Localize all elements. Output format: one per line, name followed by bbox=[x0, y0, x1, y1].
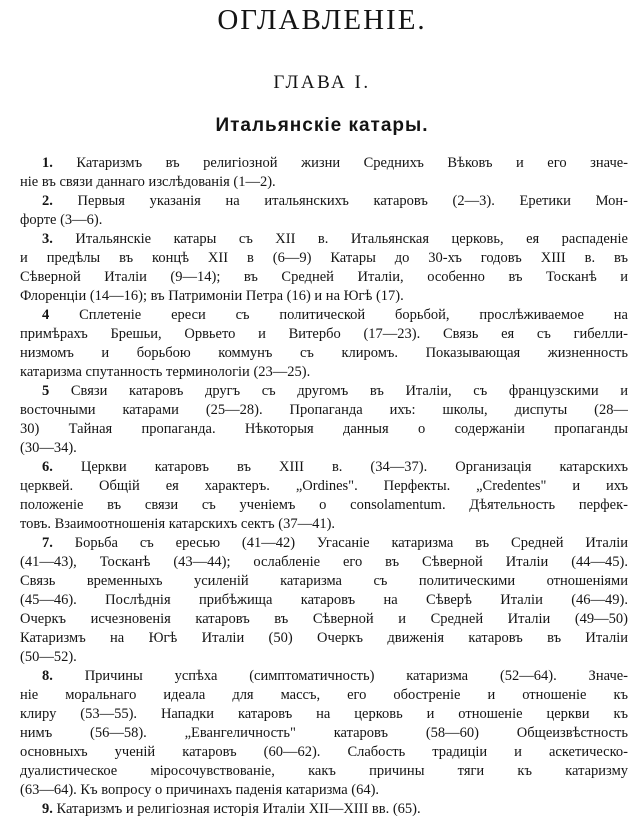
toc-entry-line: дуалистическое міросочувствованіе, какъ причины тяги къ катаризму bbox=[20, 763, 628, 779]
toc-entry-line: положеніе въ связи съ ученіемъ о consolamentum. Дѣятельность перфек- bbox=[20, 497, 628, 513]
toc-entry-line bbox=[20, 382, 628, 401]
toc-entry-line: Флоренціи (14—16); въ Патримоніи Петра (16) и на Югѣ (17). bbox=[20, 288, 404, 304]
toc-entry-line: низмомъ и борьбою коммунъ съ клиромъ. Показывающая жизненность bbox=[20, 345, 628, 361]
toc-entry-number: 8. bbox=[42, 668, 53, 684]
toc-entry-line bbox=[20, 306, 628, 325]
toc-entry bbox=[20, 306, 628, 382]
toc-entry-line bbox=[20, 154, 628, 173]
toc-entry-line bbox=[20, 534, 628, 553]
toc-entry-number: 5 bbox=[42, 383, 50, 399]
toc-entry-number: 4 bbox=[42, 307, 50, 323]
toc-entry-line: восточными катарами (25—28). Пропаганда ихъ: школы, диспуты (28— bbox=[20, 402, 628, 418]
toc-entry-number: 3. bbox=[42, 231, 53, 247]
toc-entry-text: Сплетеніе ереси съ политической борьбой, прослѣживаемое на bbox=[49, 307, 628, 323]
toc-entry-line bbox=[20, 192, 628, 211]
toc-entry-line bbox=[20, 458, 628, 477]
toc-entry-line: ніе моральнаго идеала для массъ, его обостреніе и отношеніе къ bbox=[20, 687, 628, 703]
toc-entry-line bbox=[20, 800, 628, 819]
toc-entry-line bbox=[20, 230, 628, 249]
toc-entry-line: форте (3—6). bbox=[20, 212, 103, 228]
toc-entry-text: Борьба съ ересью (41—42) Угасаніе катаризма въ Средней Италіи bbox=[52, 535, 628, 551]
toc-entry-number: 9. bbox=[42, 801, 53, 817]
toc-entry-text: Церкви катаровъ въ XIII в. (34—37). Организація катарскихъ bbox=[52, 459, 628, 475]
toc-entry-text: Первыя указанія на итальянскихъ катаровъ (2—3). Еретики Мон- bbox=[52, 193, 628, 209]
toc-entry-line: церквей. Общій ея характеръ. „Ordines". Перфекты. „Credentes" и ихъ bbox=[20, 478, 628, 494]
toc-entry-text: Катаризмъ въ религіозной жизни Среднихъ Вѣковъ и его значе- bbox=[52, 155, 628, 171]
toc-entry bbox=[20, 192, 628, 230]
toc-entry-line: катаризма спутанность терминологіи (23—25). bbox=[20, 364, 311, 380]
toc-entry-line: Очеркъ исчезновенія катаровъ въ Сѣверной и Средней Италіи (49—50) bbox=[20, 611, 628, 627]
toc-entry-line: клиру (53—55). Нападки катаровъ на церковь и отношеніе церкви къ bbox=[20, 706, 628, 722]
toc-entry-text: Связи катаровъ другъ съ другомъ въ Италіи, съ французскими и bbox=[49, 383, 628, 399]
toc-entry-line: ніе въ связи даннаго изслѣдованія (1—2). bbox=[20, 174, 276, 190]
toc-entry-line: и предѣлы въ концѣ XII в (6—9) Катары до 30-хъ годовъ XIII в. въ bbox=[20, 250, 628, 266]
toc-entry-line: нимъ (56—58). „Евангеличность" катаровъ (58—60) Общеизвѣстность bbox=[20, 725, 628, 741]
toc-entry-number: 7. bbox=[42, 535, 53, 551]
toc-entry-line: (50—52). bbox=[20, 649, 77, 665]
toc-entry-line bbox=[20, 667, 628, 686]
toc-entry bbox=[20, 230, 628, 306]
toc-entry bbox=[20, 800, 628, 819]
toc-entry bbox=[20, 154, 628, 192]
toc-entry-text: Причины успѣха (симптоматичность) катаризма (52—64). Значе- bbox=[52, 668, 628, 684]
toc-entry-line: (45—46). Послѣднія прибѣжища катаровъ на Сѣверѣ Италіи (46—49). bbox=[20, 592, 628, 608]
toc-entry-line: (41—43), Тосканѣ (43—44); ослабленіе его въ Сѣверной Италіи (44—45). bbox=[20, 554, 628, 570]
toc-entry-number: 6. bbox=[42, 459, 53, 475]
toc-entry-line: (63—64). Къ вопросу о причинахъ паденія катаризма (64). bbox=[20, 782, 380, 798]
toc-entry bbox=[20, 382, 628, 458]
toc-entry-line: основныхъ ученій катаровъ (60—62). Слабость традиціи и аскетическо- bbox=[20, 744, 628, 760]
toc-entry bbox=[20, 458, 628, 534]
toc-entry-line: товъ. Взаимоотношенія катарскихъ сектъ (37—41). bbox=[20, 516, 336, 532]
toc-entry-number: 2. bbox=[42, 193, 53, 209]
toc-entry-line: (30—34). bbox=[20, 440, 77, 456]
toc-entries bbox=[20, 154, 628, 819]
toc-entry-line: Катаризмъ на Югѣ Италіи (50) Очеркъ движенія катаровъ въ Италіи bbox=[20, 630, 628, 646]
toc-entry bbox=[20, 667, 628, 800]
toc-entry-number: 1. bbox=[42, 155, 53, 171]
page-title: ОГЛАВЛЕНІЕ. bbox=[217, 4, 427, 36]
toc-entry-line: Сѣверной Италіи (9—14); въ Средней Италіи, особенно въ Тосканѣ и bbox=[20, 269, 628, 285]
toc-entry bbox=[20, 534, 628, 667]
toc-entry-line: 30) Тайная пропаганда. Нѣкоторыя данныя о содержаніи пропаганды bbox=[20, 421, 628, 437]
toc-entry-line: примѣрахъ Брешьи, Орвьето и Витербо (17—23). Связь ея съ гибелли- bbox=[20, 326, 628, 342]
toc-entry-line: Связь временныхъ усиленій катаризма съ политическими отношеніями bbox=[20, 573, 628, 589]
chapter-heading: ГЛАВА I. bbox=[273, 72, 371, 93]
chapter-subtitle: Итальянскіе катары. bbox=[215, 115, 429, 136]
toc-entry-text: Итальянскіе катары съ XII в. Итальянская церковь, ея распаденіе bbox=[52, 231, 628, 247]
toc-entry-text: Катаризмъ и религіозная исторія Италіи XII—XIII вв. (65). bbox=[52, 801, 421, 817]
